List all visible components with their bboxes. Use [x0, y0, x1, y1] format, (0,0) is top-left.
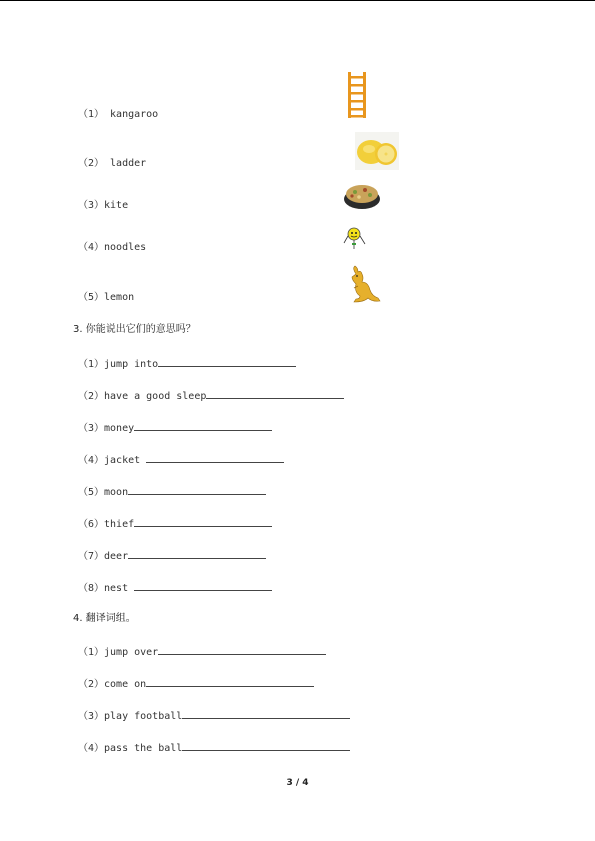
- section3-item-7: （7）deer: [78, 549, 266, 563]
- section3-item-5: （5）moon: [78, 485, 266, 499]
- section4-item-2: （2）come on: [78, 677, 314, 691]
- section3-item-8: （8）nest: [78, 581, 272, 595]
- section3-item-2: （2）have a good sleep: [78, 389, 344, 403]
- section4-item-3: （3）play football: [78, 709, 350, 723]
- section3-item-6: （6）thief: [78, 517, 272, 531]
- answer-blank[interactable]: [146, 453, 284, 463]
- top-rule: [0, 0, 595, 1]
- answer-blank[interactable]: [182, 709, 350, 719]
- section4-item-4: （4）pass the ball: [78, 741, 350, 755]
- ladder-icon: [346, 72, 368, 118]
- kite-icon: [343, 225, 369, 251]
- match-word-1: （1） kangaroo: [78, 109, 159, 120]
- noodles-icon: [343, 182, 381, 210]
- lemon-icon: [355, 132, 399, 170]
- answer-blank[interactable]: [128, 485, 266, 495]
- answer-blank[interactable]: [182, 741, 350, 751]
- answer-blank[interactable]: [128, 549, 266, 559]
- answer-blank[interactable]: [206, 389, 344, 399]
- answer-blank[interactable]: [134, 581, 272, 591]
- section4-heading: 4. 翻译词组。: [73, 613, 136, 624]
- answer-blank[interactable]: [158, 645, 326, 655]
- section4-item-1: （1）jump over: [78, 645, 326, 659]
- match-word-2: （2） ladder: [78, 158, 147, 169]
- match-word-4: （4）noodles: [78, 242, 147, 253]
- answer-blank[interactable]: [158, 357, 296, 367]
- section3-item-1: （1）jump into: [78, 357, 296, 371]
- answer-blank[interactable]: [146, 677, 314, 687]
- section3-heading: 3. 你能说出它们的意思吗？: [73, 324, 196, 335]
- answer-blank[interactable]: [134, 421, 272, 431]
- answer-blank[interactable]: [134, 517, 272, 527]
- match-word-5: （5）lemon: [78, 292, 135, 303]
- kangaroo-icon: [346, 264, 382, 304]
- page-number: 3 / 4: [286, 778, 309, 788]
- section3-item-4: （4）jacket: [78, 453, 284, 467]
- section3-item-3: （3）money: [78, 421, 272, 435]
- match-word-3: （3）kite: [78, 200, 129, 211]
